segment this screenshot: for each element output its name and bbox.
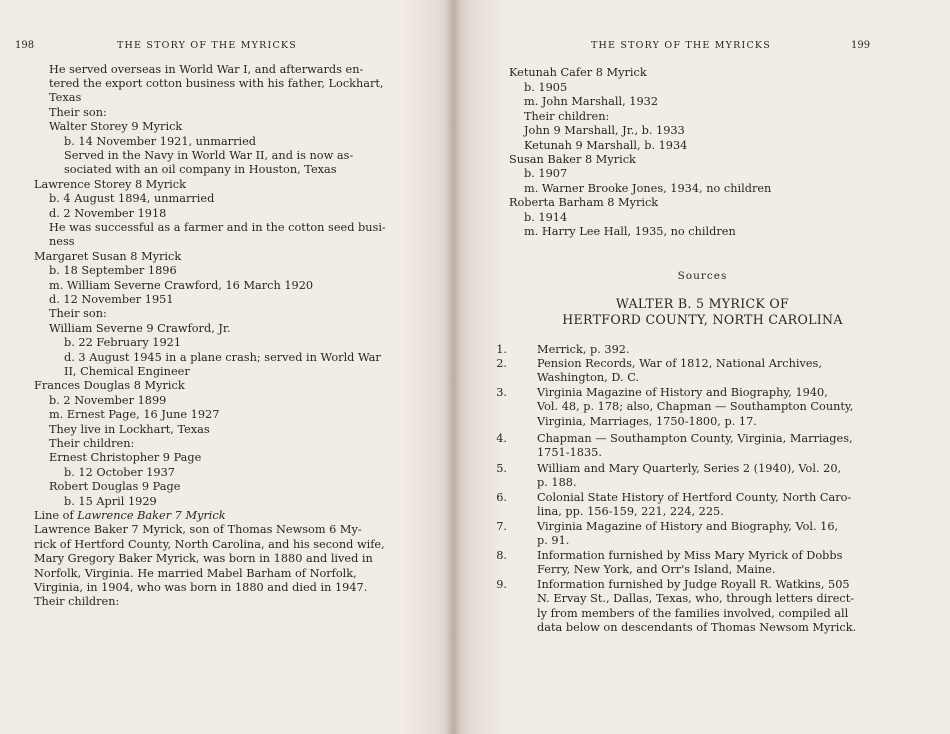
source-number: 6.	[496, 491, 507, 504]
birth-line: b. 1914	[524, 211, 568, 224]
text-line: Lawrence Baker 7 Myrick, son of Thomas Newsom 6 My-	[34, 523, 362, 536]
text-line: Their children:	[34, 595, 120, 608]
person-name: Walter Storey 9 Myrick	[49, 120, 183, 133]
person-name: Roberta Barham 8 Myrick	[509, 196, 659, 209]
section-title-line-1: WALTER B. 5 MYRICK OF	[615, 296, 790, 311]
death-line: d. 3 August 1945 in a plane crash; served in World War	[64, 351, 381, 364]
text-line: Their children:	[49, 437, 135, 450]
source-text: ly from members of the families involved, compiled all	[537, 607, 849, 620]
source-text: Virginia Magazine of History and Biography, 1940,	[537, 386, 828, 399]
source-text: Information furnished by Judge Royall R. Watkins, 505	[537, 578, 850, 591]
text-line: They live in Lockhart, Texas	[49, 423, 210, 436]
birth-line: b. 14 November 1921, unmarried	[64, 135, 257, 148]
text-line: ness	[49, 235, 75, 248]
source-number: 7.	[496, 520, 507, 533]
birth-line: b. 22 February 1921	[64, 336, 182, 349]
person-name: Susan Baker 8 Myrick	[509, 153, 636, 166]
text-line: Virginia, in 1904, who was born in 1880 and died in 1947.	[34, 581, 368, 594]
source-text: Chapman — Southampton County, Virginia, Marriages,	[537, 432, 853, 445]
source-number: 2.	[496, 357, 507, 370]
source-text: Information furnished by Miss Mary Myrick of Dobbs	[537, 549, 843, 562]
source-text: lina, pp. 156-159, 221, 224, 225.	[537, 505, 724, 518]
text-line: Their son:	[49, 106, 107, 119]
person-name: Robert Douglas 9 Page	[49, 480, 181, 493]
person-name: Lawrence Storey 8 Myrick	[34, 178, 186, 191]
birth-line: b. 12 October 1937	[64, 466, 175, 479]
marriage-line: m. Ernest Page, 16 June 1927	[49, 408, 220, 421]
person-name: John 9 Marshall, Jr., b. 1933	[524, 124, 685, 137]
book-gutter	[446, 0, 460, 734]
page-number: 199	[851, 40, 871, 51]
text-line: tered the export cotton business with his father, Lockhart,	[49, 77, 384, 90]
right-page	[455, 0, 950, 734]
source-text: William and Mary Quarterly, Series 2 (1940), Vol. 20,	[537, 462, 842, 475]
birth-line: b. 1905	[524, 81, 568, 94]
source-number: 9.	[496, 578, 507, 591]
source-text: N. Ervay St., Dallas, Texas, who, through letters direct-	[537, 592, 855, 605]
source-number: 1.	[496, 343, 507, 356]
text-line: Their children:	[524, 110, 610, 123]
source-text: p. 91.	[537, 534, 570, 547]
source-text: Merrick, p. 392.	[537, 343, 630, 356]
page-number: 198	[15, 40, 35, 51]
person-name: Ernest Christopher 9 Page	[49, 451, 202, 464]
death-line: d. 12 November 1951	[49, 293, 174, 306]
source-text: Vol. 48, p. 178; also, Chapman — Southampton County,	[537, 400, 854, 413]
source-text: Pension Records, War of 1812, National Archives,	[537, 357, 822, 370]
text-line: He was successful as a farmer and in the cotton seed busi-	[49, 221, 386, 234]
death-line: d. 2 November 1918	[49, 207, 167, 220]
birth-line: b. 1907	[524, 167, 568, 180]
section-heading-prefix: Line of	[34, 509, 74, 522]
source-text: Virginia Magazine of History and Biography, Vol. 16,	[537, 520, 839, 533]
text-line: Served in the Navy in World War II, and is now as-	[64, 149, 354, 162]
source-text: p. 188.	[537, 476, 577, 489]
section-title-line-2: HERTFORD COUNTY, NORTH CAROLINA	[562, 312, 843, 327]
birth-line: b. 18 September 1896	[49, 264, 177, 277]
marriage-line: m. John Marshall, 1932	[524, 95, 659, 108]
text-line: Mary Gregory Baker Myrick, was born in 1880 and lived in	[34, 552, 373, 565]
text-line: rick of Hertford County, North Carolina, and his second wife,	[34, 538, 385, 551]
person-name: Ketunah Cafer 8 Myrick	[509, 66, 647, 79]
source-number: 3.	[496, 386, 507, 399]
text-line: Texas	[49, 91, 82, 104]
birth-line: b. 4 August 1894, unmarried	[49, 192, 215, 205]
source-text: Colonial State History of Hertford County, North Caro-	[537, 491, 852, 504]
left-page	[0, 0, 455, 734]
birth-line: b. 2 November 1899	[49, 394, 167, 407]
running-head: THE STORY OF THE MYRICKS	[117, 40, 297, 51]
text-line: Their son:	[49, 307, 107, 320]
text-line: II, Chemical Engineer	[64, 365, 190, 378]
person-name: Frances Douglas 8 Myrick	[34, 379, 185, 392]
source-text: Washington, D. C.	[537, 371, 640, 384]
person-name: Margaret Susan 8 Myrick	[34, 250, 182, 263]
running-head: THE STORY OF THE MYRICKS	[591, 40, 771, 51]
sources-heading: Sources	[677, 270, 728, 282]
source-text: Virginia, Marriages, 1750-1800, p. 17.	[537, 415, 757, 428]
person-name: William Severne 9 Crawford, Jr.	[49, 322, 231, 335]
section-heading-name: Lawrence Baker 7 Myrick	[77, 509, 226, 522]
source-number: 4.	[496, 432, 507, 445]
text-line: sociated with an oil company in Houston, Texas	[64, 163, 337, 176]
source-text: data below on descendants of Thomas Newsom Myrick.	[537, 621, 857, 634]
source-number: 8.	[496, 549, 507, 562]
marriage-line: m. Warner Brooke Jones, 1934, no children	[524, 182, 772, 195]
source-text: 1751-1835.	[537, 446, 602, 459]
text-line: Norfolk, Virginia. He married Mabel Barham of Norfolk,	[34, 567, 357, 580]
text-line: He served overseas in World War I, and afterwards en-	[49, 63, 364, 76]
person-name: Ketunah 9 Marshall, b. 1934	[524, 139, 688, 152]
source-number: 5.	[496, 462, 507, 475]
marriage-line: m. Harry Lee Hall, 1935, no children	[524, 225, 736, 238]
birth-line: b. 15 April 1929	[64, 495, 157, 508]
section-heading	[34, 509, 226, 523]
source-text: Ferry, New York, and Orr's Island, Maine.	[537, 563, 776, 576]
marriage-line: m. William Severne Crawford, 16 March 1920	[49, 279, 314, 292]
